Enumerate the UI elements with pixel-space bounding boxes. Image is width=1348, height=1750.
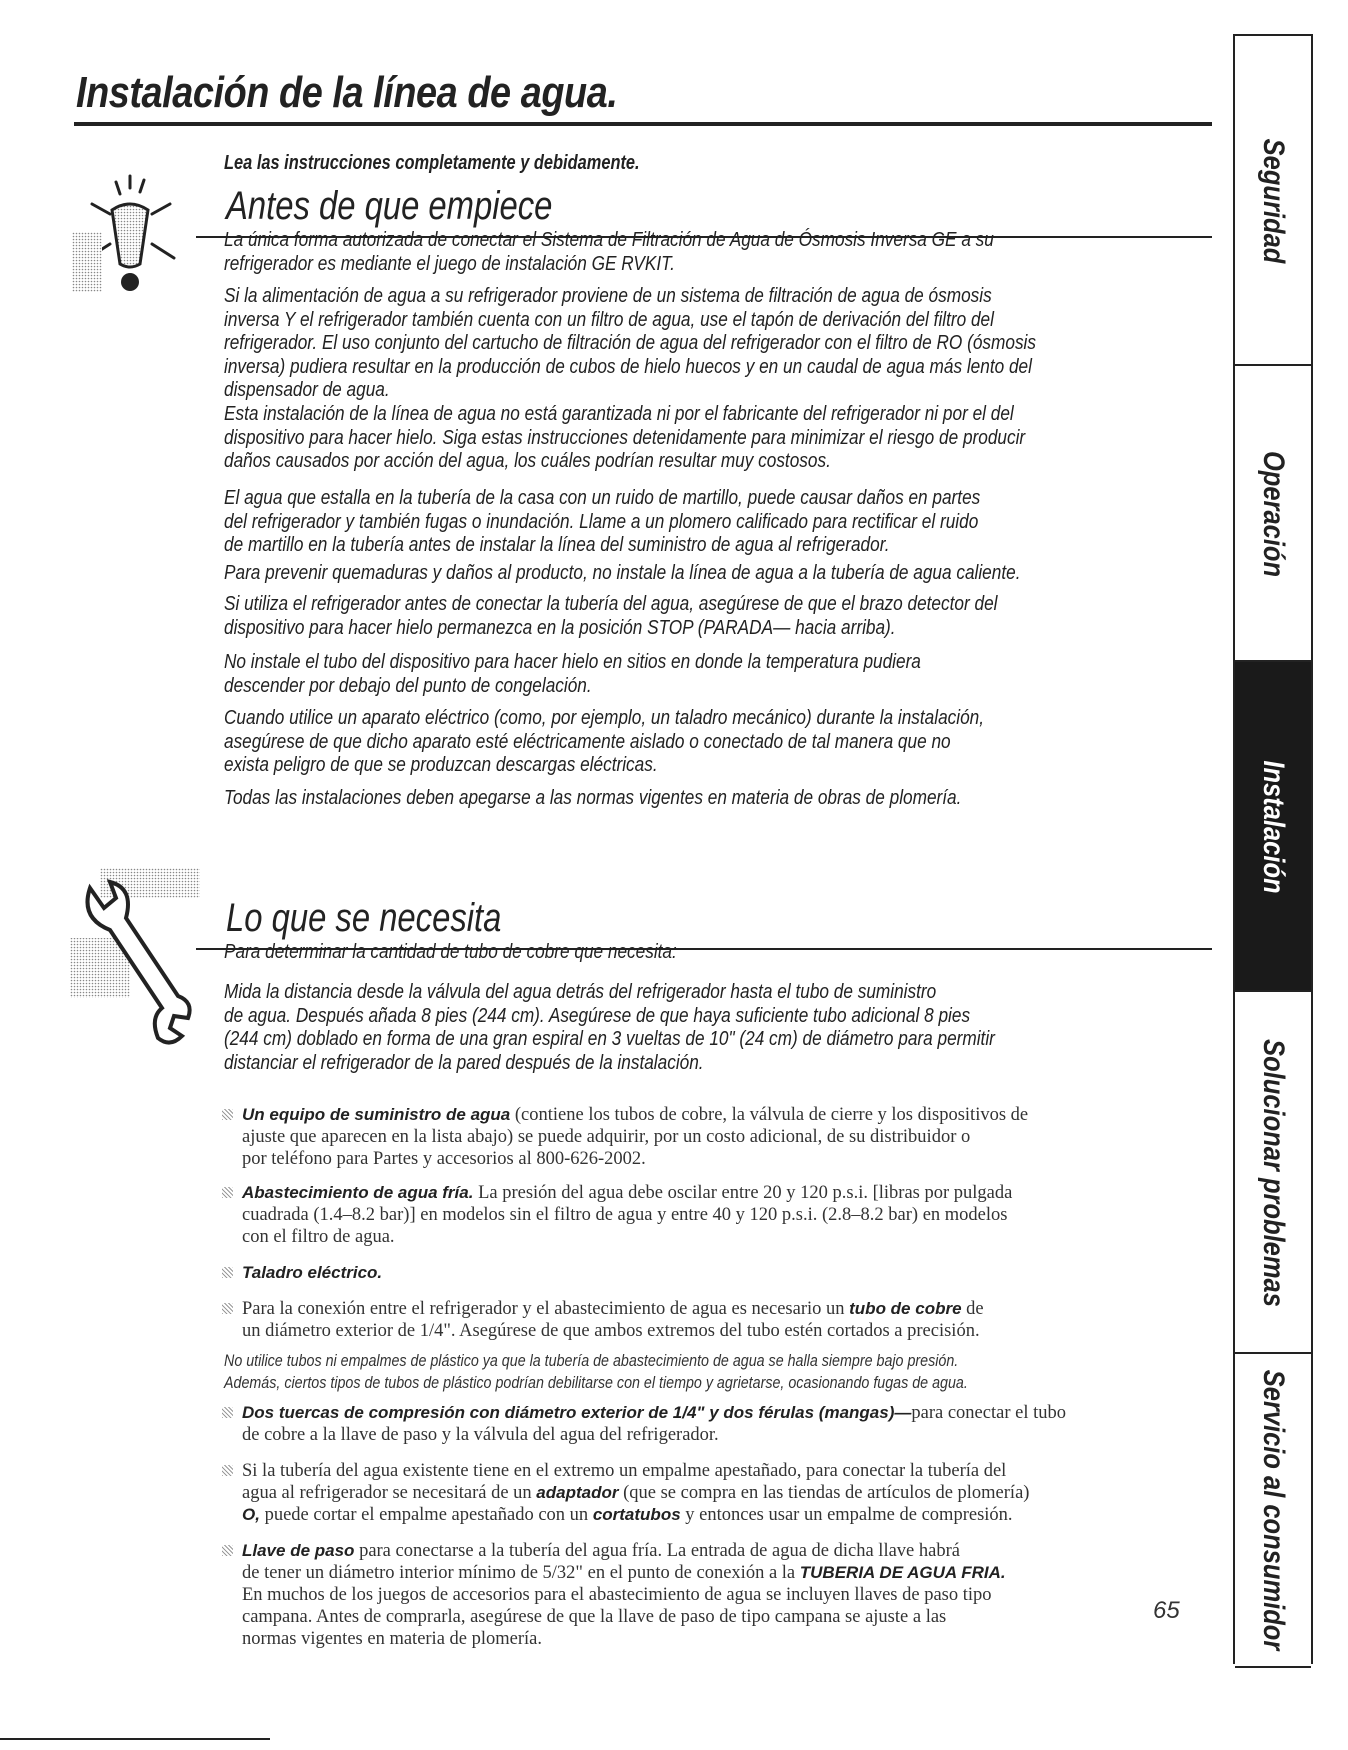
bullet-icon	[222, 1267, 233, 1278]
list-item-line	[224, 1402, 1174, 1424]
paragraph	[224, 706, 1174, 777]
text-run: ajuste que aparecen en la lista abajo) se puede adquirir, por un costo adicional, de su distribuidor o	[242, 1127, 971, 1147]
intro-instruction: Lea las instrucciones completamente y debidamente.	[224, 152, 640, 174]
text-run: Para la conexión entre el refrigerador y el abastecimiento de agua es necesario un	[242, 1299, 850, 1319]
warning-icon	[66, 172, 206, 302]
text-run: por teléfono para Partes y accesorios al 800-626-2002.	[242, 1149, 646, 1169]
tab-label: Operación	[1257, 450, 1290, 578]
bullet-icon	[222, 1109, 233, 1120]
paragraph-line: descender por debajo del punto de congelación.	[224, 673, 592, 697]
text-run: de tener un diámetro interior mínimo de 5/32" en el punto de conexión a la	[242, 1563, 800, 1583]
paragraph-line: del refrigerador y también fugas o inundación. Llame a un plomero calificado para rectificar el ruido	[224, 509, 979, 533]
note-line: No utilice tubos ni empalmes de plástico ya que la tubería de abastecimiento de agua se halla siempre bajo presión.	[224, 1351, 959, 1370]
list-item	[224, 1262, 1174, 1284]
paragraph-line: exista peligro de que se produzcan descargas eléctricas.	[224, 753, 658, 776]
section-heading-before-start: Antes de que empiece	[226, 184, 553, 228]
list-item-line	[224, 1298, 1174, 1320]
section-heading-what-needed: Lo que se necesita	[226, 896, 502, 940]
wrench-icon	[70, 868, 200, 1048]
paragraph	[224, 940, 1174, 964]
note	[224, 1350, 1110, 1394]
paragraph-line: de agua. Después añada 8 pies (244 cm). Asegúrese de que haya suficiente tubo adicional 8 pies	[224, 1003, 971, 1027]
text-run: para conectar el tubo	[911, 1403, 1066, 1423]
paragraph-line: dispensador de agua.	[224, 378, 390, 401]
tab-operacion[interactable]	[1235, 364, 1311, 662]
emphasis: TUBERIA DE AGUA FRIA.	[799, 1563, 1006, 1582]
page-number: 65	[1153, 1597, 1180, 1624]
emphasis: cortatubos	[592, 1505, 681, 1524]
list-item-line	[224, 1482, 1174, 1504]
paragraph-line: Si la alimentación de agua a su refrigerador proviene de un sistema de filtración de agua de ósmosis	[224, 284, 992, 307]
list-item-line	[224, 1460, 1174, 1482]
paragraph-line: refrigerador es mediante el juego de instalación GE RVKIT.	[224, 251, 675, 275]
emphasis: Abastecimiento de agua fría.	[242, 1183, 474, 1202]
tab-label: Seguridad	[1257, 138, 1290, 264]
text-run: En muchos de los juegos de accesorios para el abastecimiento de agua se incluyen llaves de paso tipo	[242, 1585, 992, 1605]
emphasis: O,	[242, 1505, 260, 1524]
list-item-line	[224, 1504, 1174, 1526]
emphasis: Taladro eléctrico.	[242, 1263, 383, 1282]
paragraph	[224, 561, 1174, 585]
text-run: un diámetro exterior de 1/4". Asegúrese de que ambos extremos del tubo estén cortados a precisión.	[242, 1321, 980, 1341]
paragraph-line: inversa Y el refrigerador también cuenta con un filtro de agua, use el tapón de derivación del filtro del	[224, 307, 994, 331]
paragraph-line: dispositivo para hacer hielo permanezca en la posición STOP (PARADA— hacia arriba).	[224, 615, 896, 639]
paragraph	[224, 486, 1174, 557]
paragraph-line: Cuando utilice un aparato eléctrico (como, por ejemplo, un taladro mecánico) durante la instalación,	[224, 706, 985, 729]
paragraph-line: daños causados por acción del agua, los cuáles podrían resultar muy costosos.	[224, 449, 831, 472]
paragraph	[224, 980, 1174, 1074]
paragraph	[224, 228, 1174, 275]
text-run: de cobre a la llave de paso y la válvula del agua del refrigerador.	[242, 1425, 719, 1445]
list-item-line	[224, 1562, 1174, 1584]
list-item-line	[224, 1628, 1174, 1650]
list-item-line	[224, 1320, 1174, 1342]
paragraph-line: No instale el tubo del dispositivo para hacer hielo en sitios en donde la temperatura pudiera	[224, 650, 921, 673]
text-run: La presión del agua debe oscilar entre 20 y 120 p.s.i. [libras por pulgada	[473, 1183, 1013, 1203]
bullet-icon	[222, 1303, 233, 1314]
paragraph	[224, 650, 1174, 697]
emphasis: adaptador	[536, 1483, 619, 1502]
footer-rule	[0, 1738, 270, 1740]
paragraph-line: inversa) pudiera resultar en la producción de cubos de hielo huecos y en un caudal de agua más lento del	[224, 354, 1032, 378]
text-run: (que se compra en las tiendas de artículos de plomería)	[618, 1483, 1030, 1503]
list-item-line	[224, 1226, 1174, 1248]
emphasis: Llave de paso	[242, 1541, 355, 1560]
bullet-icon	[222, 1187, 233, 1198]
emphasis: tubo de cobre	[849, 1299, 962, 1318]
paragraph-line: de martillo en la tubería antes de instalar la línea del suministro de agua al refrigerador.	[224, 533, 890, 556]
paragraph-line: Mida la distancia desde la válvula del agua detrás del refrigerador hasta el tubo de suministro	[224, 980, 937, 1003]
list-item-line	[224, 1540, 1174, 1562]
bullet-icon	[222, 1407, 233, 1418]
paragraph	[224, 592, 1174, 639]
text-run: puede cortar el empalme apestañado con un	[259, 1505, 593, 1525]
paragraph-line: (244 cm) doblado en forma de una gran espiral en 3 vueltas de 10" (24 cm) de diámetro para permitir	[224, 1027, 995, 1050]
text-run: de	[961, 1299, 984, 1319]
page-title: Instalación de la línea de agua.	[76, 68, 618, 117]
text-run: para conectarse a la tubería del agua fría. La entrada de agua de dicha llave habrá	[354, 1541, 960, 1561]
text-run: con el filtro de agua.	[242, 1227, 395, 1247]
list-item	[224, 1298, 1174, 1342]
text-run: Si la tubería del agua existente tiene en el extremo un empalme apestañado, para conectar la tubería del	[242, 1461, 1007, 1481]
paragraph-line: Todas las instalaciones deben apegarse a las normas vigentes en materia de obras de plomería.	[224, 786, 962, 809]
tab-instalacion[interactable]	[1235, 660, 1311, 992]
list-item	[224, 1460, 1174, 1526]
text-run: y entonces usar un empalme de compresión.	[680, 1505, 1013, 1525]
paragraph	[224, 284, 1174, 402]
list-item	[224, 1182, 1174, 1248]
sidebar-nav	[1233, 34, 1313, 1664]
list-item-line	[224, 1126, 1174, 1148]
tab-label: Solucionar problemas	[1257, 1039, 1290, 1307]
text-run: cuadrada (1.4–8.2 bar)] en modelos sin el filtro de agua y entre 40 y 120 p.s.i. (2.8–8.2 bar) en modelos	[242, 1205, 1008, 1225]
paragraph-line: El agua que estalla en la tubería de la casa con un ruido de martillo, puede causar daños en partes	[224, 486, 981, 509]
tab-solucionar-problemas[interactable]	[1235, 990, 1311, 1354]
note-line: Además, ciertos tipos de tubos de plástico podrían debilitarse con el tiempo y agrietarse, ocasionando fugas de agua.	[224, 1373, 968, 1392]
tab-seguridad[interactable]	[1235, 34, 1311, 366]
list-item-line	[224, 1104, 1174, 1126]
paragraph-line: La única forma autorizada de conectar el Sistema de Filtración de Agua de Ósmosis Inversa GE a su	[224, 228, 994, 251]
text-run: (contiene los tubos de cobre, la válvula de cierre y los dispositivos de	[510, 1105, 1029, 1125]
paragraph-line: asegúrese de que dicho aparato esté eléctricamente aislado o conectado de tal manera que no	[224, 729, 951, 753]
list-item	[224, 1540, 1174, 1650]
paragraph	[224, 402, 1174, 473]
tab-servicio-consumidor[interactable]	[1235, 1352, 1311, 1668]
paragraph-line: distanciar el refrigerador de la pared después de la instalación.	[224, 1050, 704, 1074]
list-item-line	[224, 1424, 1174, 1446]
bullet-icon	[222, 1545, 233, 1556]
title-divider	[74, 122, 1212, 126]
paragraph-line: Para determinar la cantidad de tubo de cobre que necesita:	[224, 940, 677, 963]
paragraph-line: refrigerador. El uso conjunto del cartucho de filtración de agua del refrigerador con el filtro de RO (ósmosis	[224, 331, 1036, 354]
paragraph	[224, 786, 1174, 810]
tab-label: Instalación	[1257, 760, 1290, 894]
list-item-line	[224, 1148, 1174, 1170]
list-item	[224, 1104, 1174, 1170]
bullet-icon	[222, 1465, 233, 1476]
paragraph-line: Si utiliza el refrigerador antes de conectar la tubería del agua, asegúrese de que el brazo detector del	[224, 592, 998, 615]
emphasis: Dos tuercas de compresión con diámetro exterior de 1/4" y dos férulas (mangas)—	[242, 1403, 912, 1422]
text-run: agua al refrigerador se necesitará de un	[242, 1483, 537, 1503]
list-item-line	[224, 1262, 1174, 1284]
list-item-line	[224, 1182, 1174, 1204]
list-item-line	[224, 1606, 1174, 1628]
emphasis: Un equipo de suministro de agua	[242, 1105, 511, 1124]
paragraph-line: Esta instalación de la línea de agua no está garantizada ni por el fabricante del refrigerador ni por el del	[224, 402, 1014, 425]
text-run: campana. Antes de comprarla, asegúrese de que la llave de paso de tipo campana se ajuste a las	[242, 1607, 947, 1627]
list-item-line	[224, 1204, 1174, 1226]
text-run: normas vigentes en materia de plomería.	[242, 1629, 543, 1649]
list-item	[224, 1402, 1174, 1446]
paragraph-line: dispositivo para hacer hielo. Siga estas instrucciones detenidamente para minimizar el riesgo de producir	[224, 425, 1026, 449]
list-item-line	[224, 1584, 1174, 1606]
paragraph-line: Para prevenir quemaduras y daños al producto, no instale la línea de agua a la tubería de agua caliente.	[224, 561, 1021, 584]
tab-label: Servicio al consumidor	[1257, 1369, 1290, 1651]
